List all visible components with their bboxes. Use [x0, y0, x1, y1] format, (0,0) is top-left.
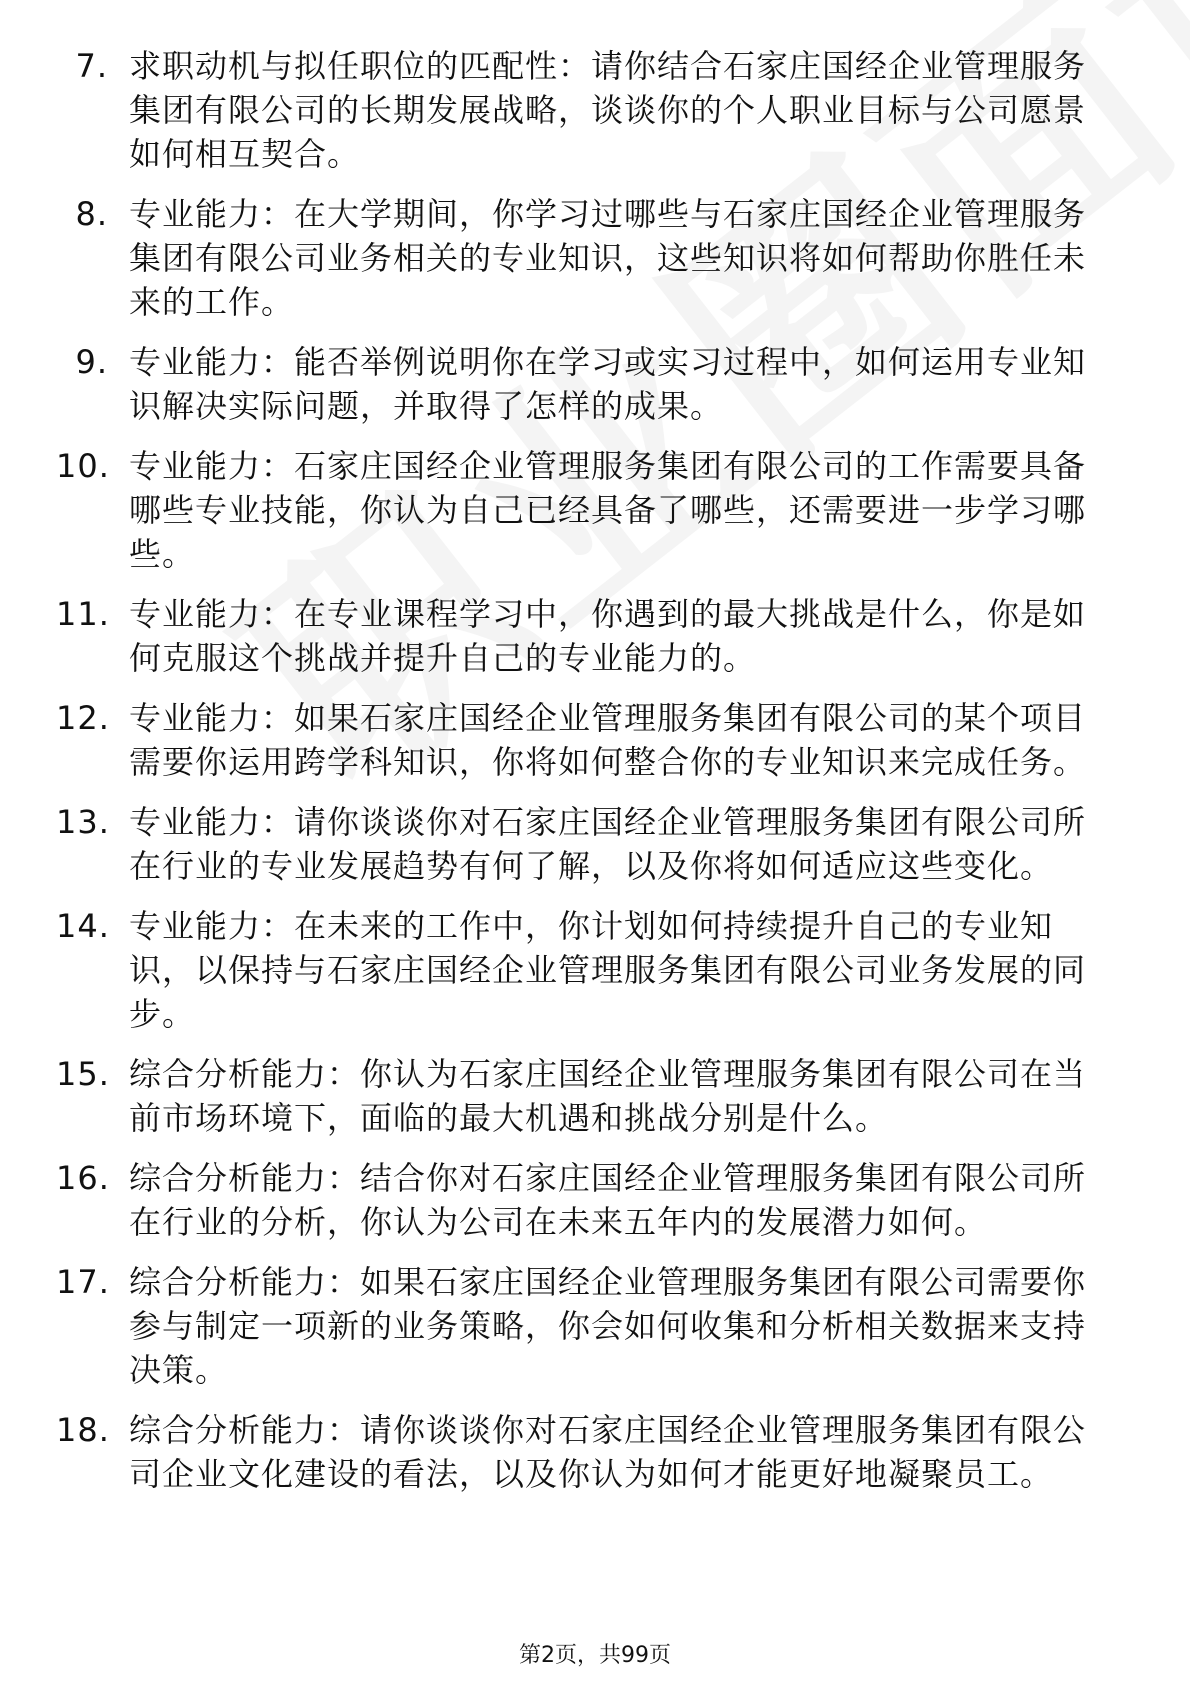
question-text: 专业能力：请你谈谈你对石家庄国经企业管理服务集团有限公司所在行业的专业发展趋势有何了解，以及你将如何适应这些变化。 — [129, 803, 1087, 885]
question-number: 18. — [56, 1411, 110, 1449]
question-text: 专业能力：石家庄国经企业管理服务集团有限公司的工作需要具备哪些专业技能，你认为自己已经具备了哪些，还需要进一步学习哪些。 — [129, 447, 1087, 573]
question-number: 15. — [56, 1055, 110, 1093]
page-footer — [0, 1638, 1190, 1669]
question-number: 12. — [56, 699, 110, 737]
question-number: 11. — [56, 595, 110, 633]
question-item — [0, 44, 1190, 176]
question-number: 17. — [56, 1263, 110, 1301]
question-item — [0, 904, 1190, 1036]
question-item — [0, 592, 1190, 680]
question-text: 专业能力：在大学期间，你学习过哪些与石家庄国经企业管理服务集团有限公司业务相关的专业知识，这些知识将如何帮助你胜任未来的工作。 — [129, 195, 1087, 321]
question-item — [0, 444, 1190, 576]
question-text: 综合分析能力：如果石家庄国经企业管理服务集团有限公司需要你参与制定一项新的业务策略，你会如何收集和分析相关数据来支持决策。 — [129, 1263, 1087, 1389]
question-text: 综合分析能力：你认为石家庄国经企业管理服务集团有限公司在当前市场环境下，面临的最大机遇和挑战分别是什么。 — [129, 1055, 1087, 1137]
question-item — [0, 1156, 1190, 1244]
question-item — [0, 340, 1190, 428]
question-item — [0, 1408, 1190, 1496]
question-number: 8. — [75, 195, 108, 233]
question-number: 16. — [56, 1159, 110, 1197]
question-list — [0, 44, 1190, 1512]
question-number: 9. — [75, 343, 108, 381]
question-item — [0, 696, 1190, 784]
question-item — [0, 1052, 1190, 1140]
question-text: 专业能力：在未来的工作中，你计划如何持续提升自己的专业知识，以保持与石家庄国经企业管理服务集团有限公司业务发展的同步。 — [129, 907, 1087, 1033]
question-text: 专业能力：在专业课程学习中，你遇到的最大挑战是什么，你是如何克服这个挑战并提升自己的专业能力的。 — [129, 595, 1087, 677]
question-text: 综合分析能力：请你谈谈你对石家庄国经企业管理服务集团有限公司企业文化建设的看法，以及你认为如何才能更好地凝聚员工。 — [129, 1411, 1087, 1493]
question-text: 专业能力：如果石家庄国经企业管理服务集团有限公司的某个项目需要你运用跨学科知识，你将如何整合你的专业知识来完成任务。 — [129, 699, 1087, 781]
question-text: 求职动机与拟任职位的匹配性：请你结合石家庄国经企业管理服务集团有限公司的长期发展战略，谈谈你的个人职业目标与公司愿景如何相互契合。 — [129, 47, 1087, 173]
question-item — [0, 192, 1190, 324]
question-number: 10. — [56, 447, 110, 485]
page-number-label: 第2页，共99页 — [519, 1643, 671, 1668]
question-item — [0, 1260, 1190, 1392]
question-number: 14. — [56, 907, 110, 945]
question-item — [0, 800, 1190, 888]
question-text: 综合分析能力：结合你对石家庄国经企业管理服务集团有限公司所在行业的分析，你认为公司在未来五年内的发展潜力如何。 — [129, 1159, 1087, 1241]
question-text: 专业能力：能否举例说明你在学习或实习过程中，如何运用专业知识解决实际问题，并取得了怎样的成果。 — [129, 343, 1087, 425]
question-number: 7. — [75, 47, 108, 85]
question-number: 13. — [56, 803, 110, 841]
